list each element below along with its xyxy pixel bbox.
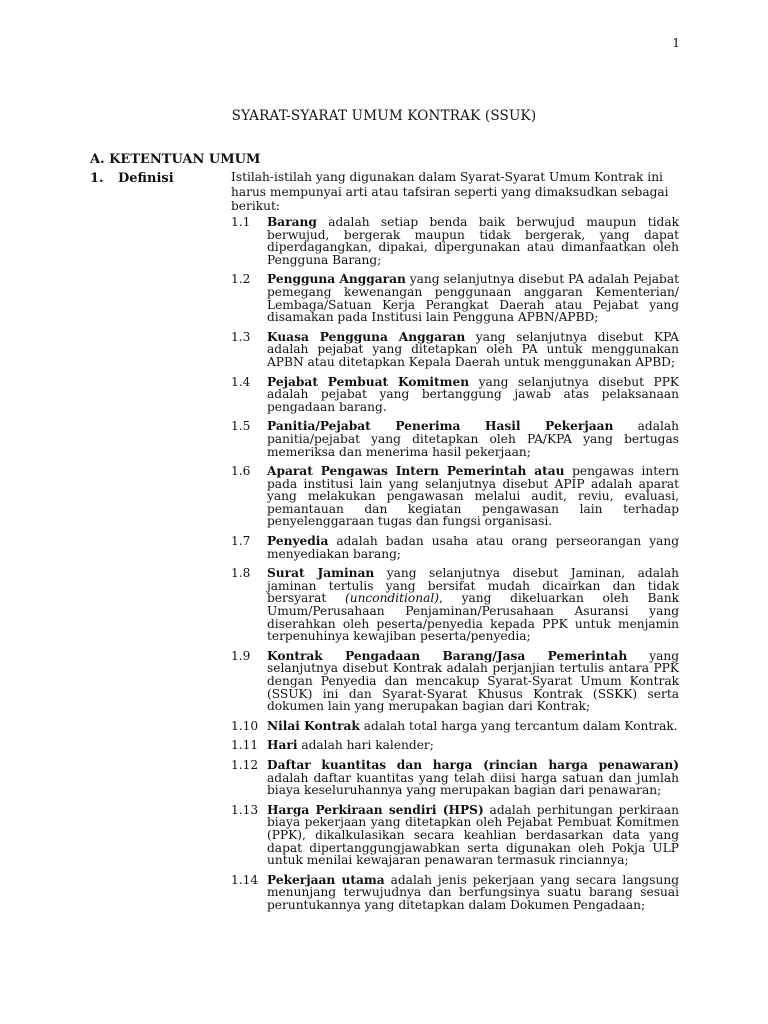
item-term: Hari (267, 738, 298, 753)
item-text: adalah jenis pekerjaan yang secara langsung menunjang terwujudnya dan berfungsinya suatu barang sesuai peruntukannya yang ditetapkan dalam Dokumen Pengadaan; (267, 872, 679, 912)
item-term: Panitia/Pejabat Penerima Hasil Pekerjaan (267, 419, 614, 434)
item-term: Pengguna Anggaran (267, 272, 406, 287)
item-body (267, 331, 679, 369)
item-body (267, 535, 679, 560)
item-text-continued: , yang dikeluarkan oleh Bank Umum/Perusahaan Penjaminan/Perusahaan Asuransi yang diserahkan oleh peserta/penyedia kepada PPK untuk menjamin terpenuhinya kewajiban peserta/penyedia; (267, 591, 679, 644)
item-italic-text: (unconditional) (344, 591, 440, 606)
item-body (267, 216, 679, 266)
list-item (231, 216, 679, 266)
list-item (231, 650, 679, 713)
item-body (267, 650, 679, 713)
item-term: Pekerjaan utama (267, 872, 385, 887)
item-number: 1.1 (231, 215, 251, 229)
item-number: 1.8 (231, 566, 251, 581)
definition-number: 1. (90, 171, 104, 186)
item-body (267, 759, 679, 797)
item-text: yang selanjutnya disebut PA adalah Pejabat pemegang kewenangan penggunaan anggaran Kementerian/ Lembaga/Satuan Kerja Perangkat Daerah atau Pejabat yang disamakan pada Institusi lain Pengguna APBN/APBD; (267, 272, 679, 325)
item-body (267, 874, 679, 912)
item-number: 1.5 (231, 419, 251, 434)
item-number: 1.14 (231, 872, 259, 887)
item-number: 1.9 (231, 648, 251, 663)
item-text: yang selanjutnya disebut Jaminan, adalah jaminan tertulis yang bersifat mudah dicairkan dan tidak bersyarat (267, 566, 680, 606)
item-text: yang selanjutnya disebut Kontrak adalah perjanjian tertulis antara PPK dengan Penyedia dan mencakup Syarat-Syarat Umum Kontrak (SSUK) ini dan Syarat-Syarat Khusus Kontrak (SSKK) serta dokumen lain yang merupakan bagian dari Kontrak; (267, 648, 679, 714)
list-item (231, 465, 679, 528)
item-term: Daftar kuantitas dan harga (rincian harga penawaran) (267, 757, 679, 772)
item-term: Kontrak Pengadaan Barang/Jasa Pemerintah (267, 648, 628, 663)
definition-title: Definisi (118, 171, 174, 186)
list-item (231, 804, 679, 867)
item-body (267, 804, 679, 867)
list-item (231, 739, 679, 752)
item-body (267, 273, 679, 323)
definition-list (231, 216, 679, 919)
list-item (231, 535, 679, 560)
item-number: 1.3 (231, 329, 251, 344)
list-item (231, 759, 679, 797)
page-number: 1 (672, 36, 680, 50)
item-term: Penyedia (267, 534, 329, 549)
item-body (267, 376, 679, 414)
item-text: adalah panitia/pejabat yang ditetapkan oleh PA/KPA yang bertugas memeriksa dan menerima hasil pekerjaan; (267, 419, 679, 459)
item-number: 1.12 (231, 757, 259, 772)
item-number: 1.13 (231, 802, 259, 817)
item-term: Harga Perkiraan sendiri (HPS) (267, 802, 484, 817)
item-body (267, 739, 679, 752)
document-title: SYARAT-SYARAT UMUM KONTRAK (SSUK) (231, 108, 537, 124)
item-number: 1.4 (231, 374, 251, 389)
item-number: 1.11 (231, 738, 259, 753)
section-heading: A. KETENTUAN UMUM (90, 152, 261, 167)
list-item (231, 874, 679, 912)
list-item (231, 420, 679, 458)
item-text: adalah total harga yang tercantum dalam Kontrak. (359, 718, 678, 733)
item-number: 1.6 (231, 464, 251, 479)
item-text: adalah badan usaha atau orang perseorangan yang menyediakan barang; (267, 534, 679, 561)
item-text: pengawas intern pada institusi lain yang selanjutnya disebut APIP adalah aparat yang melakukan pengawasan melalui audit, reviu, evaluasi, pemantauan dan kegiatan pengawasan lain terhadap penyelenggaraan tugas dan fungsi organisasi. (267, 464, 679, 529)
list-item (231, 567, 679, 643)
item-term: Nilai Kontrak (267, 718, 360, 733)
list-item (231, 273, 679, 323)
list-item (231, 331, 679, 369)
list-item (231, 376, 679, 414)
item-body (267, 567, 679, 643)
intro-paragraph: Istilah-istilah yang digunakan dalam Syarat-Syarat Umum Kontrak ini harus mempunyai arti atau tafsiran seperti yang dimaksudkan sebagai berikut: (231, 170, 669, 214)
item-text: adalah hari kalender; (297, 738, 434, 753)
item-body (267, 465, 679, 528)
item-number: 1.7 (231, 534, 251, 549)
item-text: yang selanjutnya disebut PPK adalah pejabat yang bertanggung jawab atas pelaksanaan pengadaan barang. (267, 374, 679, 414)
item-term: Aparat Pengawas Intern Pemerintah atau (267, 464, 565, 479)
item-body (267, 720, 679, 733)
item-text: yang selanjutnya disebut KPA adalah pejabat yang ditetapkan oleh PA untuk menggunakan APBN atau ditetapkan Kepala Daerah untuk menggunakan APBD; (267, 329, 679, 369)
item-body (267, 420, 679, 458)
item-number: 1.2 (231, 272, 251, 287)
item-term: Pejabat Pembuat Komitmen (267, 374, 470, 389)
item-number: 1.10 (231, 718, 259, 733)
item-term: Kuasa Pengguna Anggaran (267, 329, 466, 344)
item-text: adalah setiap benda baik berwujud maupun tidak berwujud, bergerak maupun tidak bergerak, yang dapat diperdagangkan, dipakai, dipergunakan atau dimanfaatkan oleh Pengguna Barang; (267, 215, 679, 267)
list-item (231, 720, 679, 733)
item-text: adalah perhitungan perkiraan biaya pekerjaan yang ditetapkan oleh Pejabat Pembuat Komitmen (PPK), dikalkulasikan secara keahlian berdasarkan data yang dapat dipertanggungjawabkan serta digunakan oleh Pokja ULP untuk menilai kewajaran penawaran termasuk rinciannya; (267, 802, 679, 868)
item-text: adalah daftar kuantitas yang telah diisi harga satuan dan jumlah biaya keseluruhannya yang merupakan bagian dari penawaran; (267, 770, 679, 798)
definition-label (90, 171, 174, 186)
item-term: Barang (267, 215, 317, 229)
item-term: Surat Jaminan (267, 566, 375, 581)
